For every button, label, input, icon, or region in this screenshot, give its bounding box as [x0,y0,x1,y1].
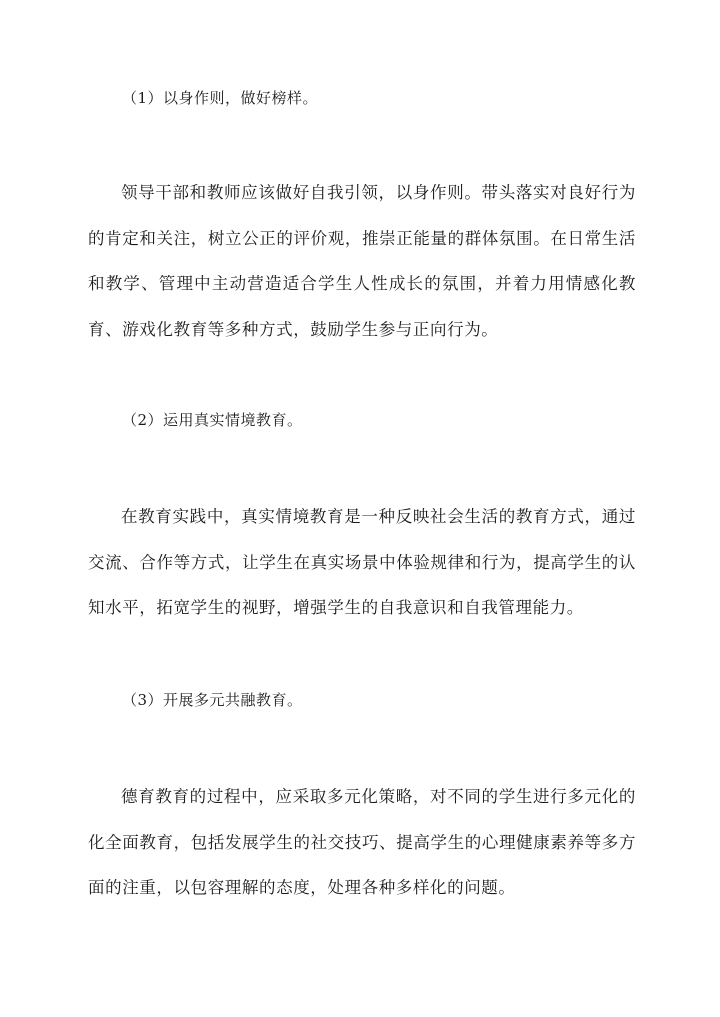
section-paragraph-3: 德育教育的过程中，应采取多元化策略，对不同的学生进行多元化的化全面教育，包括发展学生的社交技巧、提高学生的心理健康素养等多方面的注重，以包容理解的态度，处理各种多样化的问题。 [88,787,636,897]
section-paragraph-1: 领导干部和教师应该做好自我引领，以身作则。带头落实对良好行为的肯定和关注，树立公正的评价观，推崇正能量的群体氛围。在日常生活和教学、管理中主动营造适合学生人性成长的氛围，并着力用情感化教育、游戏化教育等多种方式，鼓励学生参与正向行为。 [88,183,636,339]
section-heading-2: （2）运用真实情境教育。 [122,411,303,429]
section-heading-1: （1）以身作则，做好榜样。 [122,89,319,107]
section-paragraph-2: 在教育实践中，真实情境教育是一种反映社会生活的教育方式，通过交流、合作等方式，让学生在真实场景中体验规律和行为，提高学生的认知水平，拓宽学生的视野，增强学生的自我意识和自我管理能力。 [88,507,636,617]
section-heading-3: （3）开展多元共融教育。 [122,691,303,709]
